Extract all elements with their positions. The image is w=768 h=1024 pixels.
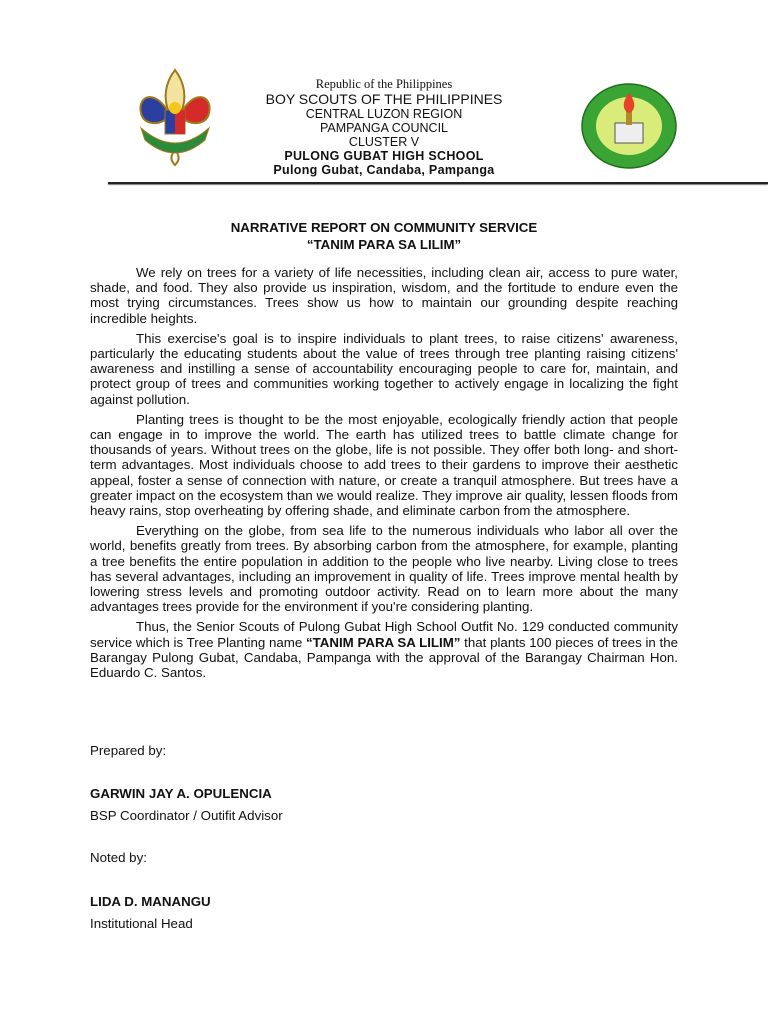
paragraph: Planting trees is thought to be the most enjoyable, ecologically friendly action that people can engage in to improve the world. The earth has utilized trees to battle climate change for thousands of years. Without trees on the globe, life is not possible. They offer both long- and short-term advantages. Most individuals choose to add trees to their gardens to improve their aesthetic appeal, foster a sense of connection with nature, or create a tranquil atmosphere. But trees have a greater impact on the ecosystem than we would realize. They improve air quality, lessen floods from heavy rains, stop overheating by offering shade, and eliminate carbon from the atmosphere. <box>90 411 678 519</box>
report-title: NARRATIVE REPORT ON COMMUNITY SERVICE <box>230 220 538 235</box>
header-org: BOY SCOUTS OF THE PHILIPPINES <box>265 91 503 107</box>
header-school: PULONG GUBAT HIGH SCHOOL <box>284 149 484 163</box>
header-divider <box>108 182 768 184</box>
paragraph: This exercise's goal is to inspire individuals to plant trees, to raise citizens' awareness, particularly the educating students about the value of trees through tree planting raising citizens' awareness and instilling a sense of accountability encouraging people to care for, maintain, and protect group of trees and communities working together to actively engage in localizing the fight against pollution. <box>90 330 678 407</box>
header-council: PAMPANGA COUNCIL <box>319 121 449 135</box>
report-subtitle: “TANIM PARA SA LILIM” <box>306 237 462 252</box>
paragraph: We rely on trees for a variety of life necessities, including clean air, access to pure water, shade, and food. They also provide us inspiration, wisdom, and the fortitude to endure even the most trying circumstances. Trees show us how to maintain our grounding despite reaching incredible heights. <box>90 265 678 326</box>
noted-by-name: LIDA D. MANANGU <box>90 894 211 909</box>
closing-text-end: that plants 100 pieces of trees in the Barangay Pulong Gubat, Candaba, Pampanga with the approval of the Barangay Chairman Hon. Eduardo C. Santos. <box>90 634 679 681</box>
closing-text: Thus, the Senior Scouts of Pulong Gubat High School Outfit No. 129 conducted community service which is Tree Planting name <box>90 619 678 650</box>
prepared-by-name: GARWIN JAY A. OPULENCIA <box>90 786 272 801</box>
prepared-by-role: BSP Coordinator / Outifit Advisor <box>90 808 283 823</box>
paragraph-closing <box>90 619 678 680</box>
paragraph: Everything on the globe, from sea life to the numerous individuals who labor all over the world, benefits greatly from trees. By absorbing carbon from the atmosphere, for example, planting a tree benefits the entire population in addition to the people who live nearby. Living close to trees has several advantages, including an improvement in quality of life. Trees improve mental health by lowering stress levels and promoting outdoor activity. Read on to learn more about the many advantages trees provide for the environment if you're considering planting. <box>90 523 678 615</box>
prepared-by-label: Prepared by: <box>90 743 167 758</box>
noted-by-role: Institutional Head <box>90 916 193 931</box>
noted-by-label: Noted by: <box>90 850 147 865</box>
header-address: Pulong Gubat, Candaba, Pampanga <box>273 163 495 177</box>
header-cluster: CLUSTER V <box>348 135 420 149</box>
header-region: CENTRAL LUZON REGION <box>305 107 463 121</box>
header-republic: Republic of the Philippines <box>315 77 453 91</box>
project-name: “TANIM PARA SA LILIM” <box>305 634 461 650</box>
report-body <box>90 265 678 685</box>
